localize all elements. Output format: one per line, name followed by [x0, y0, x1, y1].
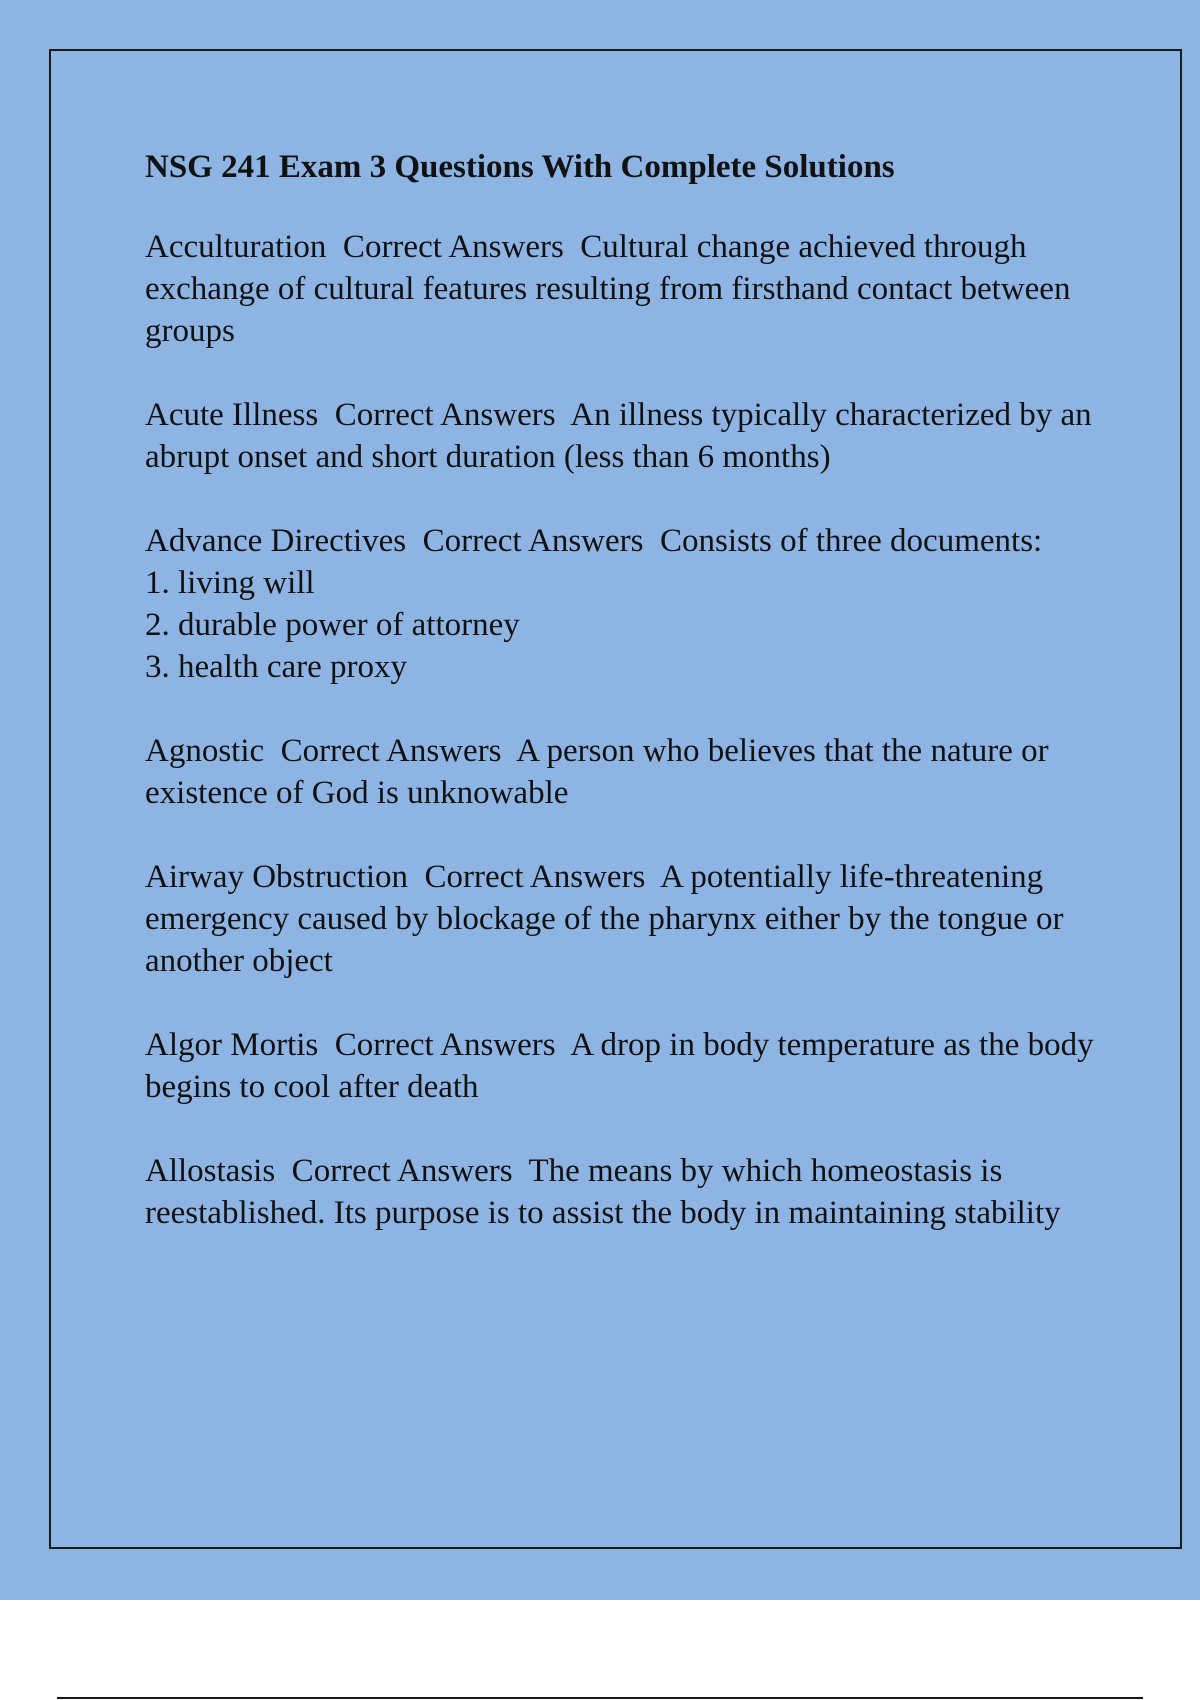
footer-divider	[57, 1697, 1143, 1699]
qa-entry: Allostasis Correct Answers The means by which homeostasis is reestablished. Its purpose is to assist the body in maintaining stability	[145, 1153, 1061, 1231]
qa-entry: Agnostic Correct Answers A person who believes that the nature or existence of God is unknowable	[145, 733, 1057, 811]
qa-entry: Airway Obstruction Correct Answers A potentially life-threatening emergency caused by blockage of the pharynx either by the tongue or another object	[145, 859, 1072, 979]
document-body	[145, 145, 1105, 1276]
qa-entry: Advance Directives Correct Answers Consists of three documents: 1. living will 2. durable power of attorney 3. health care proxy	[145, 523, 1043, 685]
qa-entry: Acute Illness Correct Answers An illness typically characterized by an abrupt onset and short duration (less than 6 months)	[145, 397, 1100, 475]
qa-entry: Acculturation Correct Answers Cultural change achieved through exchange of cultural features resulting from firsthand contact between groups	[145, 229, 1079, 349]
qa-entry: Algor Mortis Correct Answers A drop in body temperature as the body begins to cool after death	[145, 1027, 1102, 1105]
document-title: NSG 241 Exam 3 Questions With Complete Solutions	[145, 149, 895, 185]
